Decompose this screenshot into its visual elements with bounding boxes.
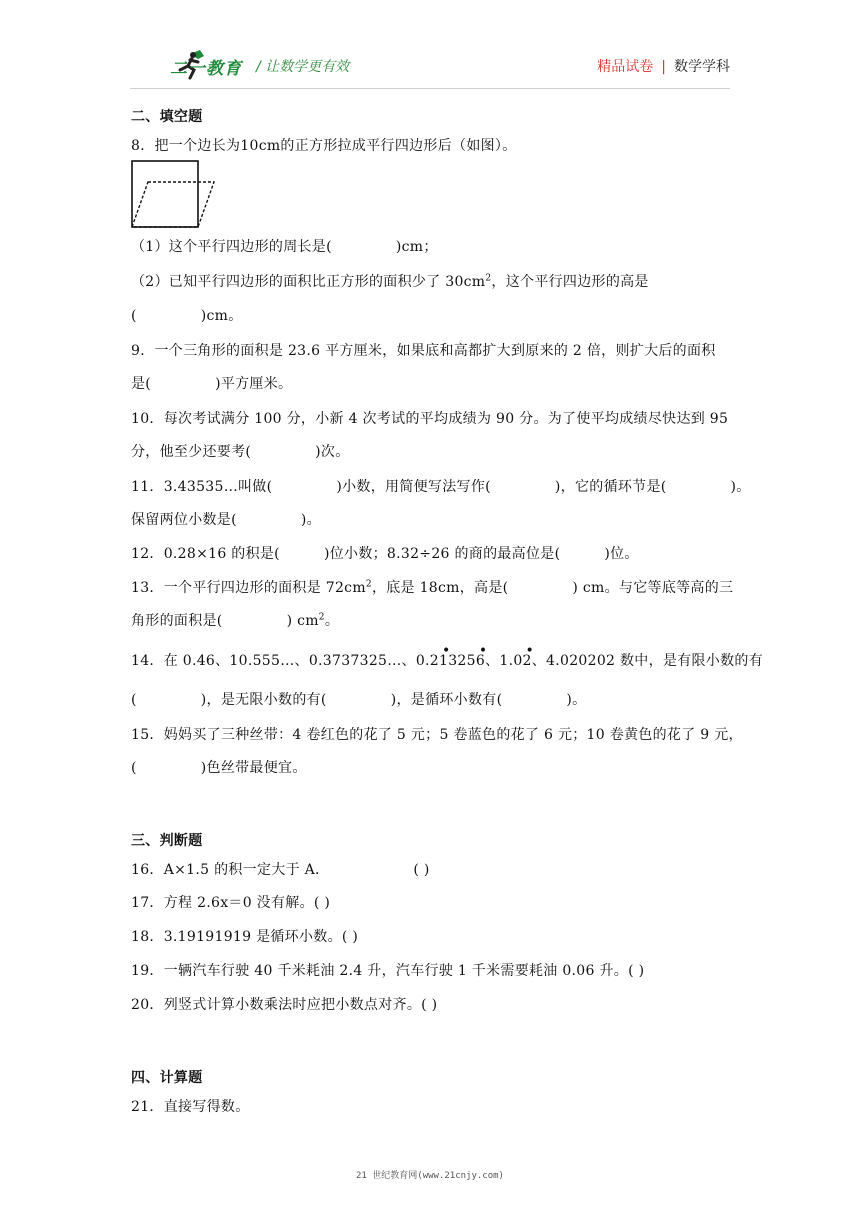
question-11-line-1: 11．3.43535…叫做( )小数，用简便写法写作( )，它的循环节是( )。: [131, 479, 751, 495]
badge-left: 精品试卷: [597, 59, 654, 75]
logo-text: 二一教育: [170, 59, 242, 79]
question-9-line-1: 9．一个三角形的面积是 23.6 平方厘米，如果底和高都扩大到原来的 2 倍，则扩大后的面积: [131, 343, 716, 359]
question-15-line-2: ( )色丝带最便宜。: [131, 760, 307, 776]
question-17: 17．方程 2.6x＝0 没有解。( ): [131, 895, 331, 911]
question-21: 21．直接写得数。: [131, 1099, 250, 1115]
question-8-part-2-answer: ( )cm。: [131, 308, 243, 324]
question-9-line-2: 是( )平方厘米。: [131, 376, 293, 392]
page-footer: 21 世纪教育网(www.21cnjy.com): [356, 1171, 504, 1181]
question-8-part-1: （1）这个平行四边形的周长是( )cm；: [131, 239, 438, 255]
question-14-line-1: 14．在 0.46、10.555…、0.3737325…、0.21 • 3256 • 、1.02 • 、4.020202 数中，是有限小数的有: [131, 643, 764, 669]
question-12: 12．0.28×16 的积是( )位小数；8.32÷26 的商的最高位是( )位。: [131, 546, 639, 562]
section-title-true-false: 三、判断题: [131, 833, 203, 849]
question-19: 19．一辆汽车行驶 40 千米耗油 2.4 升，汽车行驶 1 千米需要耗油 0.06 升。( ): [131, 963, 645, 979]
section-title-fill-in: 二、填空题: [131, 109, 203, 125]
question-10-line-2: 分，他至少还要考( )次。: [131, 444, 350, 460]
question-14-line-2: ( )，是无限小数的有( )，是循环小数有( )。: [131, 692, 587, 708]
question-16: 16．A×1.5 的积一定大于 A． ( ): [131, 862, 430, 878]
section-title-calculation: 四、计算题: [131, 1070, 203, 1086]
question-8-part-2: （2）已知平行四边形的面积比正方形的面积少了 $30cm^2$，这个平行四边形的高是: [131, 273, 649, 290]
question-8-intro: 8．把一个边长为10cm的正方形拉成平行四边形后（如图）。: [131, 138, 517, 154]
question-18: 18．3.19191919 是循环小数。( ): [131, 929, 359, 945]
header-divider: [130, 88, 730, 89]
question-13-line-2: 角形的面积是( ) $cm^2$。: [131, 612, 340, 629]
question-11-line-2: 保留两位小数是( )。: [131, 512, 321, 528]
subject-badge: [597, 56, 730, 76]
slogan: / 让数学更有效: [256, 59, 350, 75]
page-header: [130, 46, 730, 82]
question-20: 20．列竖式计算小数乘法时应把小数点对齐。( ): [131, 997, 438, 1013]
question-15-line-1: 15．妈妈买了三种丝带：4 卷红色的花了 5 元；5 卷蓝色的花了 6 元；10 卷黄色的花了 9 元，: [131, 727, 743, 743]
parallelogram-figure: [131, 160, 221, 230]
badge-separator: |: [661, 59, 666, 75]
question-13-line-1: 13．一个平行四边形的面积是 $72cm^2$，底是 18cm，高是( ) cm。与它等底等高的三: [131, 579, 734, 596]
question-10-line-1: 10．每次考试满分 100 分，小新 4 次考试的平均成绩为 90 分。为了使平均成绩尽快达到 95: [131, 411, 729, 427]
badge-right: 数学学科: [674, 59, 730, 75]
